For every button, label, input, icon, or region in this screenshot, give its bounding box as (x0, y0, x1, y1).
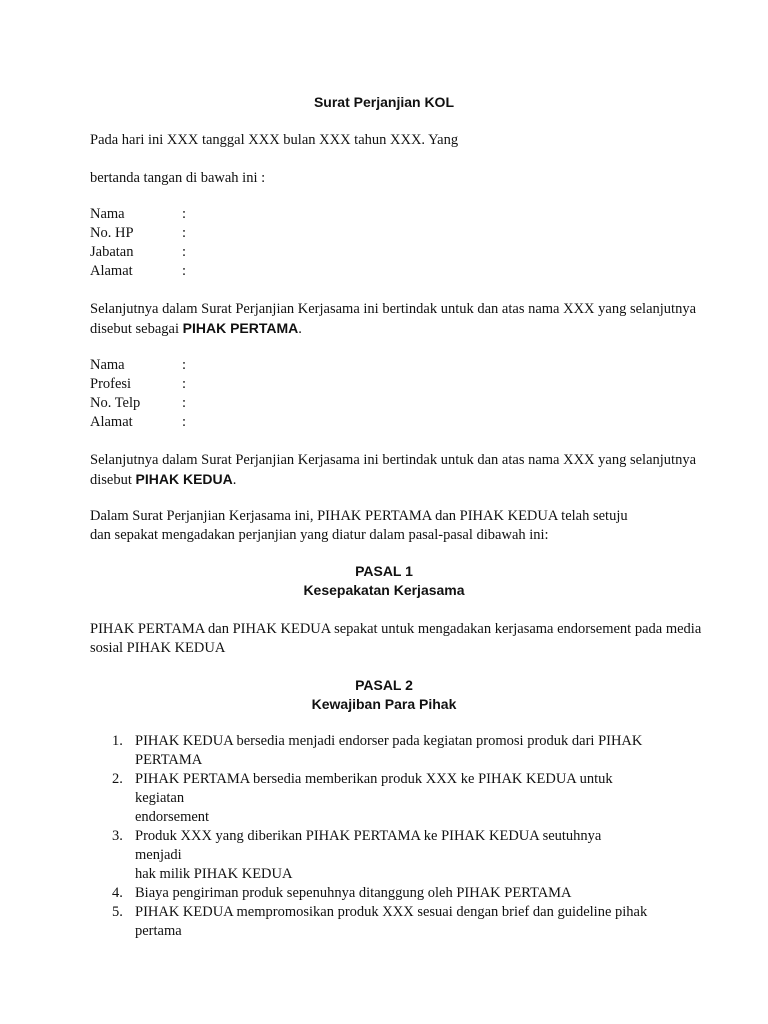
field-label: Nama (90, 357, 125, 373)
pasal-2-heading (0, 676, 768, 714)
list-item-line-1: PIHAK KEDUA mempromosikan produk XXX sesuai dengan brief dan guideline pihak (135, 904, 648, 920)
list-item (90, 732, 650, 770)
first-party-statement (90, 300, 710, 339)
pasal-1-number: PASAL 1 (355, 563, 413, 579)
field-label: Profesi (90, 376, 132, 392)
pasal-1-body-line-2: sosial PIHAK KEDUA (90, 640, 226, 656)
statement-line-1: Selanjutnya dalam Surat Perjanjian Kerjasama ini bertindak untuk dan atas nama XXX yang selanjutnya (90, 452, 697, 468)
list-item-number: 4. (112, 885, 123, 901)
field-label: Alamat (90, 414, 133, 430)
field-label: Alamat (90, 263, 133, 279)
agreement-line-1: Dalam Surat Perjanjian Kerjasama ini, PIHAK PERTAMA dan PIHAK KEDUA telah setuju (90, 508, 628, 524)
list-item-line-2: PERTAMA (135, 752, 203, 768)
agreement-line-2: dan sepakat mengadakan perjanjian yang diatur dalam pasal-pasal dibawah ini: (90, 527, 549, 543)
pasal-1-body (90, 620, 710, 658)
field-separator: : (182, 225, 187, 241)
list-item-line-2: pertama (135, 923, 182, 939)
statement-line-2-suffix: . (298, 321, 302, 337)
field-row (90, 243, 202, 262)
statement-line-2-prefix: disebut sebagai (90, 321, 183, 337)
field-separator: : (182, 376, 187, 392)
list-item-number: 5. (112, 904, 123, 920)
field-label: Jabatan (90, 244, 134, 260)
field-separator: : (182, 414, 187, 430)
field-label: No. Telp (90, 395, 141, 411)
second-party-label: PIHAK KEDUA (135, 471, 233, 487)
list-item-line-1: PIHAK PERTAMA bersedia memberikan produk XXX ke PIHAK KEDUA untuk kegiatan (135, 771, 613, 806)
field-separator: : (182, 206, 187, 222)
list-item-line-2: endorsement (135, 809, 210, 825)
field-row (90, 375, 202, 394)
list-item (90, 903, 650, 941)
list-item-line-1: Biaya pengiriman produk sepenuhnya ditanggung oleh PIHAK PERTAMA (135, 885, 572, 901)
list-item-number: 3. (112, 828, 123, 844)
field-label: No. HP (90, 225, 134, 241)
document-title: Surat Perjanjian KOL (313, 94, 455, 110)
list-item-line-1: PIHAK KEDUA bersedia menjadi endorser pada kegiatan promosi produk dari PIHAK (135, 733, 643, 749)
field-row (90, 224, 202, 243)
field-row (90, 356, 202, 375)
list-item (90, 884, 650, 903)
field-row (90, 205, 202, 224)
pasal-1-heading (0, 562, 768, 600)
list-item (90, 770, 650, 827)
statement-line-2-prefix: disebut (90, 472, 136, 488)
pasal-2-title: Kewajiban Para Pihak (311, 696, 457, 712)
second-party-fields (90, 356, 202, 432)
pasal-1-title: Kesepakatan Kerjasama (303, 582, 465, 598)
pasal-2-number: PASAL 2 (355, 677, 413, 693)
agreement-paragraph (90, 507, 690, 545)
list-item-number: 1. (112, 733, 123, 749)
field-row (90, 262, 202, 281)
pasal-1-body-line-1: PIHAK PERTAMA dan PIHAK KEDUA sepakat untuk mengadakan kerjasama endorsement pada media (90, 621, 702, 637)
field-separator: : (182, 357, 187, 373)
intro-line-2: bertanda tangan di bawah ini : (90, 170, 266, 186)
first-party-label: PIHAK PERTAMA (182, 320, 299, 336)
field-row (90, 394, 202, 413)
field-label: Nama (90, 206, 125, 222)
field-row (90, 413, 202, 432)
field-separator: : (182, 244, 187, 260)
pasal-2-obligations-list (90, 732, 650, 941)
field-separator: : (182, 395, 187, 411)
list-item-line-1: Produk XXX yang diberikan PIHAK PERTAMA ke PIHAK KEDUA seutuhnya menjadi (135, 828, 602, 863)
intro-line-1: Pada hari ini XXX tanggal XXX bulan XXX tahun XXX. Yang (90, 132, 459, 148)
list-item-number: 2. (112, 771, 123, 787)
second-party-statement (90, 451, 710, 490)
field-separator: : (182, 263, 187, 279)
list-item (90, 827, 650, 884)
statement-line-1: Selanjutnya dalam Surat Perjanjian Kerjasama ini bertindak untuk dan atas nama XXX yang selanjutnya (90, 301, 697, 317)
list-item-line-2: hak milik PIHAK KEDUA (135, 866, 293, 882)
statement-line-2-suffix: . (232, 472, 237, 488)
first-party-fields (90, 205, 202, 281)
